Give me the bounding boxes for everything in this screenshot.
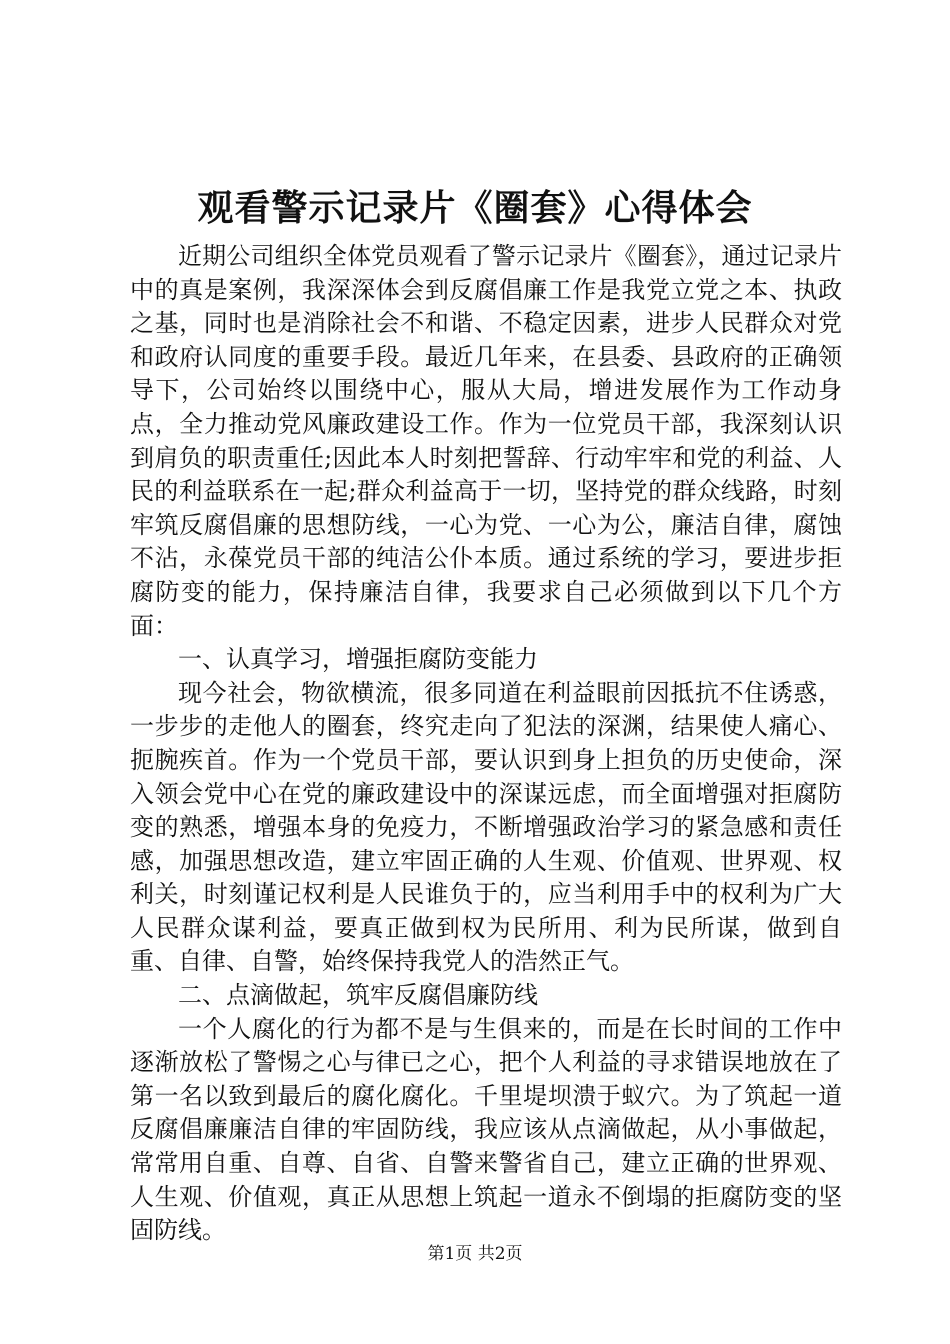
document-body [130, 240, 842, 1248]
document-title: 观看警示记录片《圈套》心得体会 [197, 188, 753, 229]
paragraph-section-2: 一个人腐化的行为都不是与生俱来的，而是在长时间的工作中逐渐放松了警惕之心与律已之心，把个人利益的寻求错误地放在了第一名以致到最后的腐化腐化。千里堤坝溃于蚁穴。为了筑起一道反腐倡廉廉洁自律的牢固防线，我应该从点滴做起，从小事做起，常常用自重、自尊、自省、自警来警省自己，建立正确的世界观、人生观、价值观，真正从思想上筑起一道永不倒塌的拒腐防变的坚固防线。 [130, 1014, 842, 1245]
paragraph-section-1: 现今社会，物欲横流，很多同道在利益眼前因抵抗不住诱惑，一步步的走他人的圈套，终究走向了犯法的深渊，结果使人痛心、扼腕疾首。作为一个党员干部，要认识到身上担负的历史使命，深入领会党中心在党的廉政建设中的深谋远虑，而全面增强对拒腐防变的熟悉，增强本身的免疫力，不断增强政治学习的紧急感和责任感，加强思想改造，建立牢固正确的人生观、价值观、世界观、权利关，时刻谨记权利是人民谁负于的，应当利用手中的权利为广大人民群众谋利益，要真正做到权为民所用、利为民所谋，做到自重、自律、自警，始终保持我党人的浩然正气。 [130, 678, 842, 976]
page-indicator: 第1页 共2页 [427, 1244, 523, 1264]
section-heading-1: 一、认真学习，增强拒腐防变能力 [178, 645, 538, 674]
section-heading-2: 二、点滴做起，筑牢反腐倡廉防线 [178, 981, 538, 1010]
paragraph-intro: 近期公司组织全体党员观看了警示记录片《圈套》，通过记录片中的真是案例，我深深体会到反腐倡廉工作是我党立党之本、执政之基，同时也是消除社会不和谐、不稳定因素，进步人民群众对党和政府认同度的重要手段。最近几年来，在县委、县政府的正确领导下，公司始终以围绕中心，服从大局，增进发展作为工作动身点，全力推动党风廉政建设工作。作为一位党员干部，我深刻认识到肩负的职责重任;因此本人时刻把誓辞、行动牢牢和党的利益、人民的利益联系在一起;群众利益高于一切，坚持党的群众线路，时刻牢筑反腐倡廉的思想防线，一心为党、一心为公，廉洁自律，腐蚀不沾，永葆党员干部的纯洁公仆本质。通过系统的学习，要进步拒腐防变的能力，保持廉洁自律，我要求自己必须做到以下几个方面： [130, 242, 842, 640]
